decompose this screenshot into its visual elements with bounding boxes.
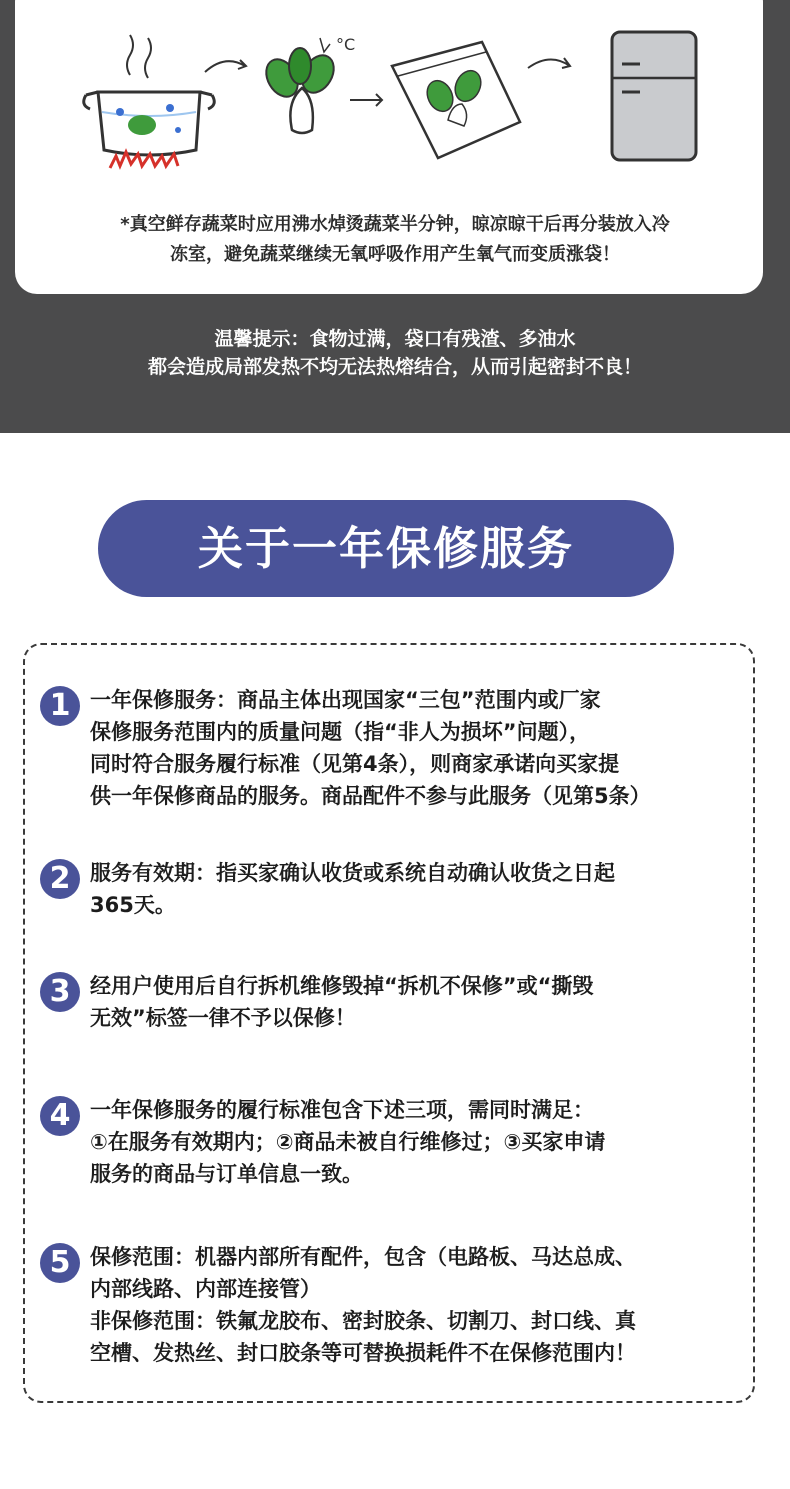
term-line: 无效”标签一律不予以保修！ <box>90 1006 356 1030</box>
term-line: 保修服务范围内的质量问题（指“非人为损坏”问题）， <box>90 720 591 744</box>
term-line: 一年保修服务的履行标准包含下述三项，需同时满足： <box>90 1098 594 1122</box>
warm-tip <box>0 325 790 381</box>
storage-process-illustration <box>0 0 790 200</box>
term-line: 保修范围：机器内部所有配件，包含（电路板、马达总成、 <box>90 1245 636 1269</box>
warm-tip-line: 温馨提示：食物过满，袋口有残渣、多油水 <box>214 328 576 350</box>
term-text <box>90 970 750 1034</box>
term-line: 非保修范围：铁氟龙胶布、密封胶条、切割刀、封口线、真 <box>90 1309 636 1333</box>
term-line: 供一年保修商品的服务。商品配件不参与此服务（见第5条） <box>90 784 651 808</box>
note-line: 冻室，避免蔬菜继续无氧呼吸作用产生氧气而变质涨袋！ <box>170 244 620 265</box>
temperature-label: °C <box>336 35 356 54</box>
term-line: 空槽、发热丝、封口胶条等可替换损耗件不在保修范围内！ <box>90 1341 636 1365</box>
term-line: 服务的商品与订单信息一致。 <box>90 1162 363 1186</box>
vegetable-icon <box>260 48 340 133</box>
term-line: ①在服务有效期内；②商品未被自行维修过；③买家申请 <box>90 1130 606 1154</box>
tips-section <box>0 0 790 433</box>
term-line: 365天。 <box>90 893 176 917</box>
term-line: 内部线路、内部连接管） <box>90 1277 321 1301</box>
boiling-pot-icon <box>84 35 215 168</box>
term-number-badge: 1 <box>40 686 80 726</box>
blanching-note <box>40 210 750 270</box>
note-line: *真空鲜存蔬菜时应用沸水焯烫蔬菜半分钟，晾凉晾干后再分装放入冷 <box>120 214 670 235</box>
term-number-badge: 4 <box>40 1096 80 1136</box>
warm-tip-line: 都会造成局部发热不均无法热熔结合，从而引起密封不良！ <box>147 356 642 378</box>
term-line: 一年保修服务：商品主体出现国家“三包”范围内或厂家 <box>90 688 601 712</box>
term-text <box>90 857 750 921</box>
term-text <box>90 1241 750 1369</box>
term-number-badge: 5 <box>40 1243 80 1283</box>
term-number-badge: 3 <box>40 972 80 1012</box>
term-line: 同时符合服务履行标准（见第4条），则商家承诺向买家提 <box>90 752 620 776</box>
term-line: 经用户使用后自行拆机维修毁掉“拆机不保修”或“撕毁 <box>90 974 594 998</box>
term-text <box>90 684 750 812</box>
term-text <box>90 1094 750 1190</box>
vacuum-bag-icon <box>392 42 520 158</box>
refrigerator-icon <box>612 32 696 160</box>
term-line: 服务有效期：指买家确认收货或系统自动确认收货之日起 <box>90 861 615 885</box>
term-number-badge: 2 <box>40 859 80 899</box>
warranty-banner-title: 关于一年保修服务 <box>98 500 674 597</box>
